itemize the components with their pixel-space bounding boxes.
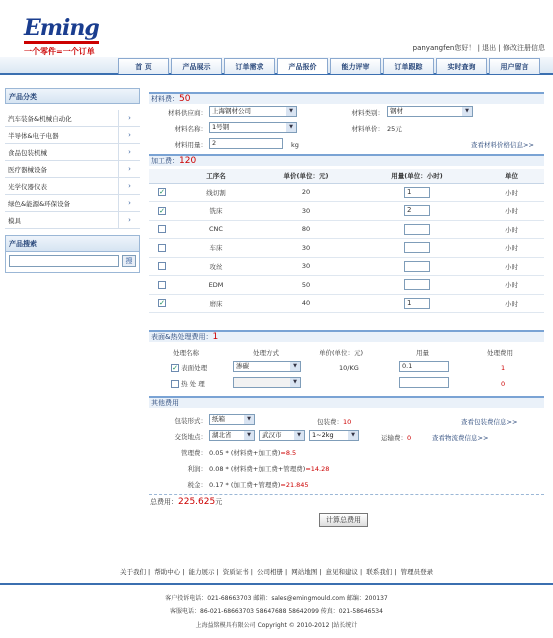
pack-label: 包装形式： — [174, 417, 207, 425]
material-price-link[interactable]: 查看材料价格信息>> — [471, 141, 534, 149]
heat-qty-input[interactable] — [399, 377, 449, 388]
col-amount: 用量 — [416, 349, 429, 357]
material-section-header: 材料费：50 — [149, 92, 544, 104]
separator: | — [498, 44, 501, 52]
col-unit: 单位 — [479, 169, 544, 183]
process-table — [149, 169, 544, 313]
main-nav — [118, 58, 542, 74]
divider — [149, 494, 544, 495]
calculate-total-button[interactable]: 计算总费用 — [319, 513, 368, 527]
material-qty-input[interactable]: 2 — [209, 138, 283, 149]
profit-label: 利润： — [187, 465, 207, 473]
city-select[interactable]: 武汉市 ▼ — [259, 430, 305, 441]
footer-link-feedback[interactable]: 意见和建议 — [325, 568, 359, 576]
process-qty-input[interactable] — [404, 261, 430, 272]
footer-link-help[interactable]: 帮助中心 — [154, 568, 181, 576]
unit-price-label: 材料单价： — [351, 125, 384, 133]
footer-link-capability[interactable]: 能力展示 — [188, 568, 215, 576]
tab-home[interactable]: 首 页 — [118, 58, 169, 74]
logout-link[interactable]: 退出 — [482, 44, 497, 52]
surface-fee: 1 — [212, 332, 219, 342]
tax-formula: 0.17 * (加工费+管理费)=21.845 — [209, 481, 309, 489]
table-row: ✓ 磨床 40 1 小时 — [149, 294, 544, 313]
footer-link-about[interactable]: 关于我们 — [119, 568, 146, 576]
col-price: 单价(单位：元) — [257, 169, 355, 183]
process-checkbox[interactable] — [158, 244, 166, 252]
other-section-header: 其他费用 — [149, 396, 544, 408]
footer-link-contact[interactable]: 联系我们 — [366, 568, 393, 576]
table-header-row — [149, 169, 544, 183]
total-amount: 225.625 — [178, 497, 216, 507]
process-qty-input[interactable]: 1 — [404, 298, 430, 309]
treatment-row: 热 处 理 — [171, 379, 205, 388]
sidebar-item-food-packaging[interactable]: 食品包装机械 › — [5, 144, 140, 161]
mgmt-formula: 0.05 * (材料费+加工费)=8.5 — [209, 449, 297, 457]
treatment-row: ✓ 表面处理 — [172, 364, 208, 372]
process-qty-input[interactable] — [404, 242, 430, 253]
footer-service: 客服电话：86-021-68663703 58647688 58642099 传真：021-58646534 — [170, 608, 383, 615]
process-checkbox[interactable] — [158, 262, 166, 270]
chevron-right-icon: › — [118, 195, 140, 212]
province-select[interactable]: 湖北省 ▼ — [209, 430, 255, 441]
user-bar — [413, 43, 545, 53]
ship-fee-label: 运输费：0 — [381, 434, 412, 442]
ship-fee: 0 — [407, 434, 412, 442]
process-qty-input[interactable] — [404, 279, 430, 290]
tab-products[interactable]: 产品展示 — [171, 58, 222, 74]
category-label: 材料类别： — [351, 109, 384, 117]
sidebar-item-medical[interactable]: 医疗器械设备 › — [5, 161, 140, 178]
chevron-right-icon: › — [118, 178, 140, 195]
processing-fee: 120 — [179, 156, 197, 166]
footer-copyright: 上海益铭模具有限公司 Copyright © 2010-2012 |站长统计 — [195, 622, 358, 629]
heat-fee-value: 0 — [501, 380, 506, 388]
table-row: 车床 30 小时 — [149, 239, 544, 258]
col-treatment-fee: 处理费用 — [487, 349, 513, 357]
process-checkbox[interactable]: ✓ — [159, 206, 165, 215]
col-method: 处理方式 — [253, 349, 279, 357]
table-row: 攻丝 30 小时 — [149, 257, 544, 276]
search-title: 产品搜索 — [6, 236, 139, 252]
pack-select[interactable]: 纸箱 ▼ — [209, 414, 255, 425]
col-treatment-name: 处理名称 — [173, 349, 199, 357]
dest-label: 交货地点： — [174, 433, 207, 441]
process-checkbox[interactable]: ✓ — [159, 299, 165, 308]
mgmt-label: 管理费： — [181, 449, 207, 457]
table-row: EDM 50 小时 — [149, 276, 544, 295]
surface-checkbox[interactable]: ✓ — [172, 364, 178, 372]
tab-realtime-query[interactable]: 实时查询 — [436, 58, 487, 74]
weight-select[interactable]: 1~2kg ▼ — [309, 430, 359, 441]
col-qty: 用量(单位：小时) — [355, 169, 479, 183]
col-unit-price: 单价(单位：元) — [319, 349, 364, 357]
process-checkbox[interactable] — [158, 281, 166, 289]
sidebar-item-auto[interactable]: 汽车装备&机械自动化 › — [5, 110, 140, 127]
surface-qty-input[interactable]: 0.1 — [399, 361, 449, 372]
material-qty-label: 材料用量： — [174, 141, 207, 149]
sidebar-item-mold[interactable]: 模具 › — [5, 212, 140, 229]
edit-info-link[interactable]: 修改注册信息 — [503, 44, 545, 52]
surface-method-select[interactable]: 渗碳 ▼ — [233, 361, 301, 372]
process-checkbox[interactable] — [158, 225, 166, 233]
footer-link-sitemap[interactable]: 网站地图 — [291, 568, 318, 576]
material-fee: 50 — [179, 94, 191, 104]
footer-link-admin-login[interactable]: 管理员登录 — [400, 568, 434, 576]
process-qty-input[interactable] — [404, 224, 430, 235]
supplier-label: 材料供应商： — [168, 109, 207, 117]
pack-fee-label: 包装费：10 — [317, 418, 352, 426]
surface-section-header: 表面&热处理费用：1 — [149, 330, 544, 342]
category-title: 产品分类 — [5, 88, 140, 104]
logo[interactable]: Eming — [24, 15, 99, 44]
quote-panel — [149, 88, 544, 538]
search-button[interactable] — [122, 255, 136, 267]
pack-info-link[interactable]: 查看包装费信息>> — [461, 418, 518, 426]
sidebar — [5, 88, 140, 273]
col-process: 工序名 — [175, 169, 257, 183]
process-qty-input[interactable]: 2 — [404, 205, 430, 216]
heat-checkbox[interactable] — [171, 380, 179, 388]
qty-unit: kg — [291, 141, 299, 149]
table-row: ✓ 线切割 20 1 小时 — [149, 183, 544, 202]
sidebar-item-semiconductor[interactable]: 半导体&电子电器 › — [5, 127, 140, 144]
material-name-label: 材料名称： — [174, 125, 207, 133]
processing-section-header: 加工费：120 — [149, 154, 544, 166]
product-search-box — [5, 235, 140, 273]
chevron-right-icon: › — [118, 110, 140, 127]
chevron-right-icon: › — [118, 161, 140, 178]
pack-fee: 10 — [343, 418, 352, 426]
tab-order-demand[interactable]: 订单需求 — [224, 58, 275, 74]
table-row: CNC 80 小时 — [149, 220, 544, 239]
separator: | — [477, 44, 480, 52]
supplier-select[interactable]: 上海钢材公司 ▼ — [209, 106, 297, 117]
search-input[interactable] — [9, 255, 119, 267]
user-greeting: panyangfen您好！ — [412, 44, 476, 52]
slogan: 一个零件=一个订单 — [24, 47, 95, 56]
sidebar-item-green-energy[interactable]: 绿色&能源&环保设备 › — [5, 195, 140, 212]
tab-capability-review[interactable]: 能力评审 — [330, 58, 381, 74]
process-qty-input[interactable]: 1 — [404, 187, 430, 198]
total-row: 总费用：225.625元 — [150, 497, 223, 507]
footer-link-certificates[interactable]: 资质证书 — [222, 568, 249, 576]
footer-link-album[interactable]: 公司相册 — [257, 568, 283, 576]
tab-user-message[interactable]: 用户留言 — [489, 58, 540, 74]
search-icon: 搜 — [125, 257, 133, 265]
chevron-right-icon: › — [118, 144, 140, 161]
footer-divider — [0, 583, 553, 585]
footer-links: 关于我们 | 帮助中心 | 能力展示 | 资质证书 | 公司相册 | 网站地图 | 意见和建议 | 联系我们 | 管理员登录 — [119, 568, 434, 576]
tab-order-tracking[interactable]: 订单跟踪 — [383, 58, 434, 74]
chevron-right-icon: › — [118, 127, 140, 144]
heat-method-select[interactable] — [233, 377, 301, 388]
table-row: ✓ 铣床 30 2 小时 — [149, 202, 544, 221]
material-name-select[interactable]: 1号钢 ▼ — [209, 122, 297, 133]
logistics-info-link[interactable]: 查看物流费信息>> — [432, 434, 489, 442]
category-select[interactable]: 钢材 ▼ — [387, 106, 473, 117]
unit-price: 25元 — [387, 125, 402, 133]
chevron-right-icon: › — [118, 212, 140, 229]
profit-formula: 0.08 * (材料费+加工费+管理费)=14.28 — [209, 465, 330, 473]
tab-quote[interactable]: 产品报价 — [277, 58, 328, 74]
footer-complaint: 客户投诉电话：021-68663703 邮箱：sales@emingmould.com 邮编：200137 — [165, 595, 388, 602]
surface-unit-price: 10/KG — [339, 364, 359, 372]
process-checkbox[interactable]: ✓ — [159, 188, 165, 197]
surface-fee-value: 1 — [501, 364, 506, 372]
sidebar-item-optical[interactable]: 光学仪器仪表 › — [5, 178, 140, 195]
tax-label: 税金： — [187, 481, 207, 489]
